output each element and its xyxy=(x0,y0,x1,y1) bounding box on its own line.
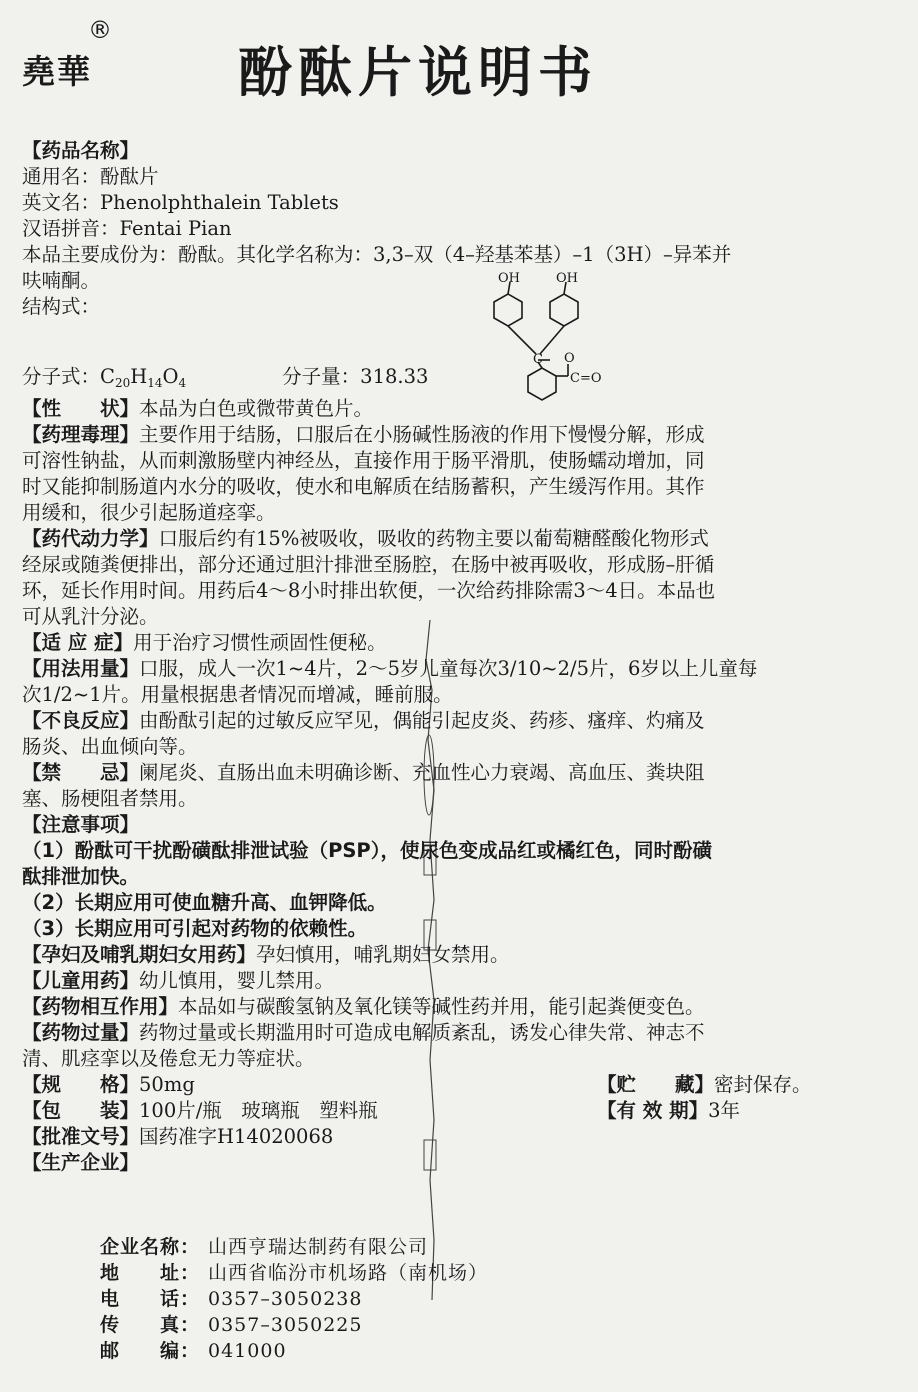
oh-right-label: OH xyxy=(556,272,578,286)
co-label: C=O xyxy=(570,371,602,386)
leaflet-body xyxy=(22,138,884,1176)
adverse-reactions-line-1: 由酚酞引起的过敏反应罕见，偶能引起皮炎、药疹、瘙痒、灼痛及 xyxy=(139,709,705,732)
approval-heading: 【批准文号】 xyxy=(22,1125,140,1148)
precautions-heading: 【注意事项】 xyxy=(22,813,140,836)
package-heading: 【包 装】 xyxy=(22,1099,140,1122)
pharmacokinetics-heading: 【药代动力学】 xyxy=(22,527,159,550)
manufacturer-row: 邮 编： 041000 xyxy=(100,1340,287,1362)
pharmacokinetics-line-3: 环，延长作用时间。用药后4～8小时排出软便，一次给药排除需3～4日。本品也 xyxy=(22,579,716,602)
validity-text: 3年 xyxy=(708,1099,740,1122)
adverse-reactions-heading: 【不良反应】 xyxy=(22,709,140,732)
precaution-3: （3）长期应用可引起对药物的依赖性。 xyxy=(22,917,368,940)
manufacturer-row: 地 址： 山西省临汾市机场路（南机场） xyxy=(100,1262,489,1284)
dosage-line-2: 次1/2~1片。用量根据患者情况而增减，睡前服。 xyxy=(22,683,453,706)
manufacturer-row: 电 话： 0357–3050238 xyxy=(100,1288,363,1310)
overdose-line-2: 清、肌痉挛以及倦怠无力等症状。 xyxy=(22,1047,315,1070)
contraindications-line-2: 塞、肠梗阻者禁用。 xyxy=(22,787,198,810)
generic-name: 通用名：酚酞片 xyxy=(22,165,159,188)
manufacturer-row: 企业名称： 山西亨瑞达制药有限公司 xyxy=(100,1236,429,1258)
precaution-1-line-2: 酞排泄加快。 xyxy=(22,865,140,888)
indications-text: 用于治疗习惯性顽固性便秘。 xyxy=(133,631,387,654)
molecular-weight: 分子量：318.33 xyxy=(282,365,429,388)
molecular-formula: $C_{20}H_{14}O_4$ xyxy=(100,365,187,390)
approval-number: 国药准字H14020068 xyxy=(139,1125,334,1148)
properties-heading: 【性 状】 xyxy=(22,397,140,420)
pregnancy-text: 孕妇慎用，哺乳期妇女禁用。 xyxy=(256,943,510,966)
composition-line-2: 呋喃酮。 xyxy=(22,269,101,292)
pharmacology-line-3: 时又能抑制肠道内水分的吸收，使水和电解质在结肠蓄积，产生缓泻作用。其作 xyxy=(22,475,705,498)
o-label: O xyxy=(564,351,575,366)
dosage-heading: 【用法用量】 xyxy=(22,657,140,680)
manufacturer-heading: 【生产企业】 xyxy=(22,1151,140,1174)
specification-text: 50mg xyxy=(139,1073,195,1096)
adverse-reactions-line-2: 肠炎、出血倾向等。 xyxy=(22,735,198,758)
page-title: 酚酞片说明书 xyxy=(238,41,598,104)
precaution-1-line-1: （1）酚酞可干扰酚磺酞排泄试验（PSP），使尿色变成品红或橘红色，同时酚磺 xyxy=(22,839,712,862)
properties-text: 本品为白色或微带黄色片。 xyxy=(139,397,374,420)
overdose-heading: 【药物过量】 xyxy=(22,1021,140,1044)
precaution-2: （2）长期应用可使血糖升高、血钾降低。 xyxy=(22,891,387,914)
formula-label: 分子式： xyxy=(22,365,101,388)
registered-mark: ® xyxy=(88,16,112,44)
pharmacokinetics-line-4: 可从乳汁分泌。 xyxy=(22,605,159,628)
interactions-text: 本品如与碳酸氢钠及氧化镁等碱性药并用，能引起粪便变色。 xyxy=(178,995,705,1018)
pharmacology-line-1: 主要作用于结肠，口服后在小肠碱性肠液的作用下慢慢分解，形成 xyxy=(139,423,705,446)
pharmacokinetics-line-1: 口服后约有15%被吸收，吸收的药物主要以葡萄糖醛酸化物形式 xyxy=(158,527,709,550)
storage-text: 密封保存。 xyxy=(714,1073,812,1096)
c-label: C xyxy=(533,352,543,367)
contraindications-heading: 【禁 忌】 xyxy=(22,761,140,784)
structure-label: 结构式： xyxy=(22,295,101,318)
pediatric-text: 幼儿慎用，婴儿禁用。 xyxy=(139,969,335,992)
formula-row xyxy=(22,364,884,396)
pediatric-heading: 【儿童用药】 xyxy=(22,969,140,992)
specification-heading: 【规 格】 xyxy=(22,1073,140,1096)
pinyin-name: 汉语拼音：Fentai Pian xyxy=(22,217,232,240)
pharmacology-line-2: 可溶性钠盐，从而刺激肠壁内神经丛，直接作用于肠平滑肌，使肠蠕动增加，同 xyxy=(22,449,705,472)
pharmacology-heading: 【药理毒理】 xyxy=(22,423,140,446)
overdose-line-1: 药物过量或长期滥用时可造成电解质紊乱，诱发心律失常、神志不 xyxy=(139,1021,705,1044)
indications-heading: 【适 应 症】 xyxy=(22,631,134,654)
composition-line-1: 本品主要成份为：酚酞。其化学名称为：3,3–双（4–羟基苯基）–1（3H）–异苯并 xyxy=(22,243,732,266)
english-name: 英文名：Phenolphthalein Tablets xyxy=(22,191,339,214)
pregnancy-heading: 【孕妇及哺乳期妇女用药】 xyxy=(22,943,257,966)
dosage-line-1: 口服，成人一次1~4片，2～5岁儿童每次3/10~2/5片，6岁以上儿童每 xyxy=(139,657,758,680)
manufacturer-row: 传 真： 0357–3050225 xyxy=(100,1314,363,1336)
brand-logo: 堯華 xyxy=(22,52,92,91)
oh-left-label: OH xyxy=(498,272,520,286)
package-text: 100片/瓶 玻璃瓶 塑料瓶 xyxy=(139,1099,378,1122)
pharmacokinetics-line-2: 经尿或随粪便排出，部分还通过胆汁排泄至肠腔，在肠中被再吸收，形成肠–肝循 xyxy=(22,553,715,576)
validity-heading: 【有 效 期】 xyxy=(597,1099,709,1122)
drug-name-heading: 【药品名称】 xyxy=(22,139,140,162)
storage-heading: 【贮 藏】 xyxy=(597,1073,715,1096)
interactions-heading: 【药物相互作用】 xyxy=(22,995,179,1018)
pharmacology-line-4: 用缓和，很少引起肠道痉挛。 xyxy=(22,501,276,524)
contraindications-line-1: 阑尾炎、直肠出血未明确诊断、充血性心力衰竭、高血压、粪块阻 xyxy=(139,761,705,784)
